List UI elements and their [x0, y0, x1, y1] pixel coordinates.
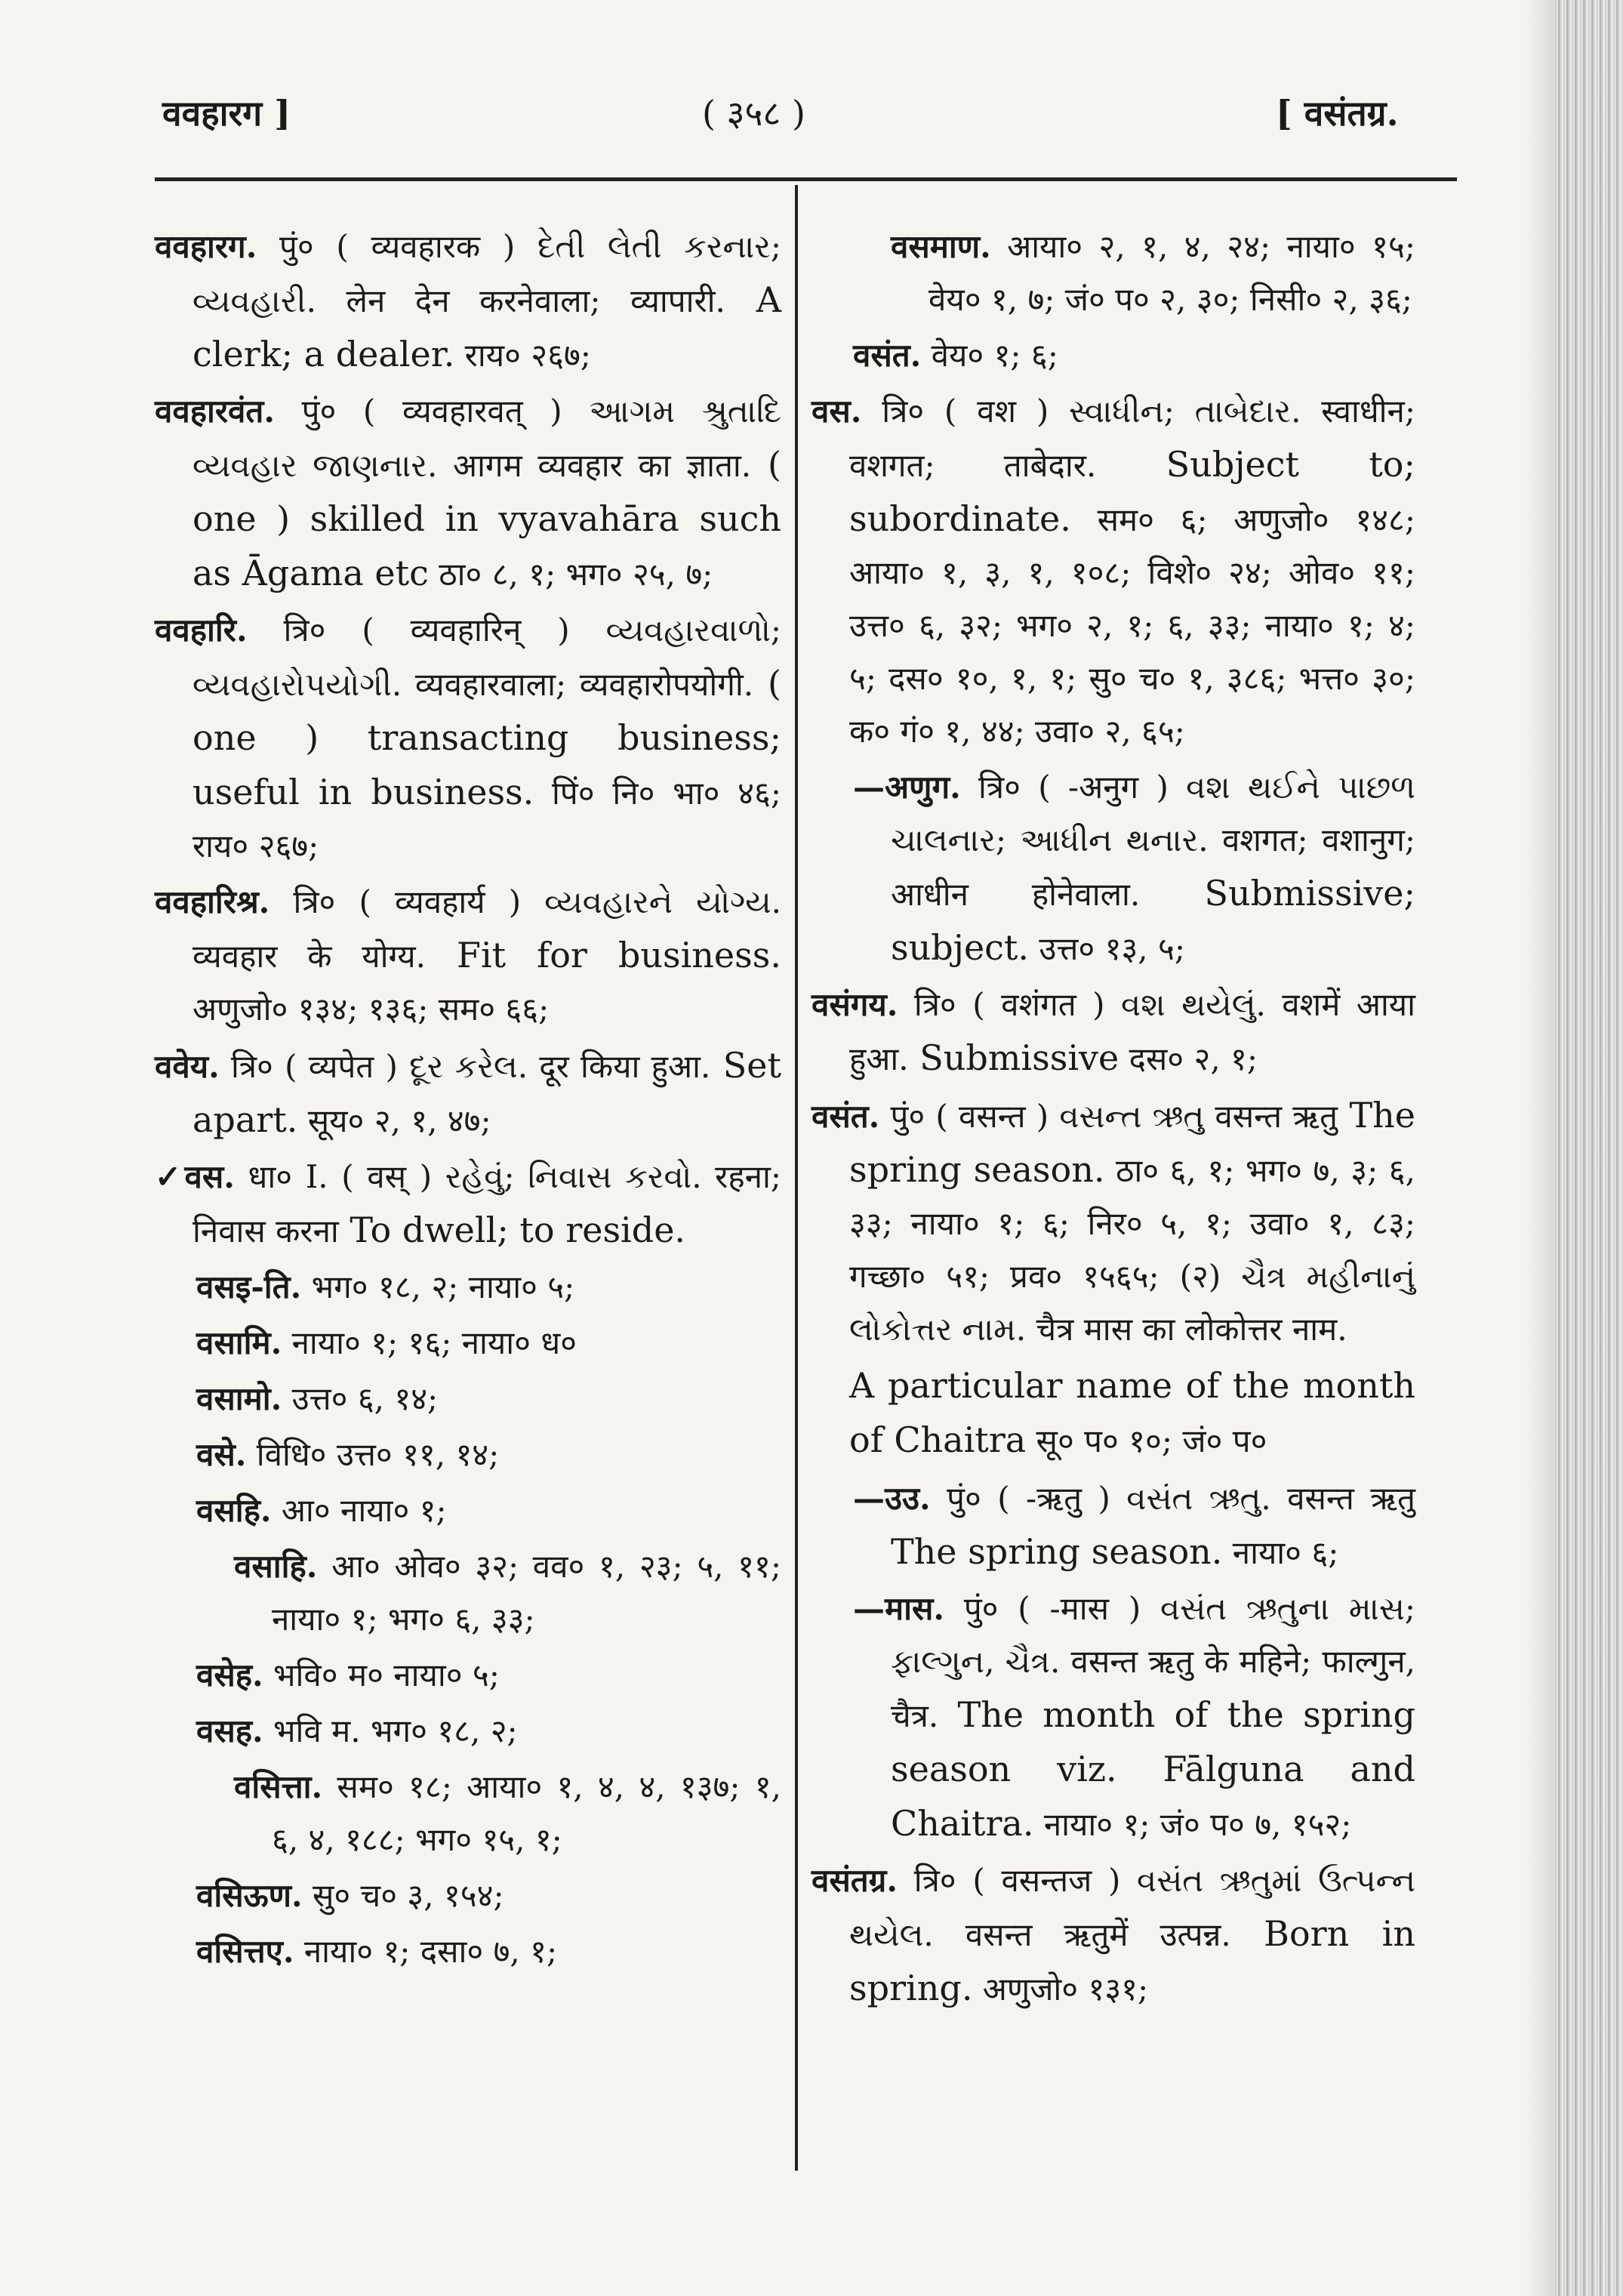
- headword: वसामि.: [196, 1324, 282, 1361]
- dictionary-entry: [155, 1151, 781, 1258]
- page-header: [0, 89, 1510, 149]
- headword: —उउ.: [853, 1480, 931, 1517]
- dictionary-entry: [812, 1359, 1415, 1468]
- english-gloss: Set apart.: [192, 1045, 781, 1140]
- definition: भवि० म० नाया० ५;: [263, 1657, 500, 1693]
- english-gloss: The spring season.: [849, 1095, 1416, 1190]
- dictionary-entry: [155, 1317, 781, 1370]
- headword: —मास.: [853, 1590, 945, 1627]
- headword: वसामो.: [196, 1380, 282, 1417]
- dictionary-entry: [155, 1649, 781, 1702]
- dictionary-entry: [812, 1089, 1415, 1356]
- headword: वसिऊण.: [196, 1877, 303, 1914]
- left-column: [155, 220, 781, 1981]
- definition: धा० I. ( वस् ) રહેવું; નિવાસ કરવો. रहना; निवास करना: [192, 1158, 782, 1250]
- definition: पुं० ( व्यवहारवत् ) આગમ શ્રુતાદિ વ્યવહાર જાણનાર. आगम व्यवहार का ज्ञाता.: [192, 393, 781, 484]
- headword: वसंगय.: [812, 986, 898, 1023]
- citation-refs: अणुजो० १३१;: [972, 1971, 1149, 2008]
- english-gloss: Submissive; subject.: [891, 873, 1416, 968]
- headword: वसमाण.: [891, 228, 991, 265]
- english-gloss: Submissive: [908, 1037, 1119, 1078]
- english-gloss: Born in spring.: [849, 1913, 1415, 2008]
- dictionary-entry: [812, 1471, 1415, 1579]
- citation-refs: उत्त० १३, ५;: [1029, 930, 1185, 967]
- definition: त्रि० ( वश ) સ્વાધીન; તાબેદાર. स्वाधीन; वशगत; ताबेदार.: [849, 393, 1415, 484]
- definition: सम० १८; आया० १, ४, ४, १३७; १, ६, ४, १८८; भग० १५, १;: [272, 1768, 781, 1858]
- headword: ववहारि.: [155, 612, 248, 649]
- citation-refs: सम० ६; अणुजो० १४८; आया० १, ३, १, १०८; विशे० २४; ओव० ११; उत्त० ६, ३२; भग० २, १; ६, ३३; नाया० १; ४; ५; दस० १०, १, १; सु० च० १, ३८६; भत्त० ३०; क० गं० १, ४४; उवा० २, ६५;: [849, 501, 1415, 750]
- headword: ववहारग.: [155, 228, 257, 265]
- headword: वसित्तए.: [196, 1933, 294, 1970]
- column-divider: [795, 185, 798, 2171]
- english-gloss: ( one ) transacting business; useful in business.: [192, 663, 781, 812]
- definition: भग० १८, २; नाया० ५;: [301, 1268, 575, 1305]
- dictionary-entry: [812, 1854, 1415, 2016]
- page-binding-edge: [1555, 0, 1623, 2296]
- dictionary-entry: [155, 876, 781, 1036]
- citation-refs: नाया० १; जं० प० ७, १५२;: [1033, 1806, 1352, 1843]
- definition: भवि म. भग० १८, २;: [263, 1712, 518, 1749]
- headword: वसइ-ति.: [196, 1268, 302, 1305]
- headword: वसंत.: [812, 1098, 880, 1135]
- definition: त्रि० ( व्यपेत ) દૂર કરેલ. दूर किया हुआ.: [219, 1048, 711, 1085]
- dictionary-entry: [155, 1484, 781, 1537]
- dictionary-entry: [155, 1039, 781, 1148]
- citation-refs: ठा० ८, १; भग० २५, ७;: [428, 556, 713, 593]
- dictionary-entry: [812, 220, 1415, 326]
- dictionary-entry: [155, 1540, 781, 1646]
- definition: त्रि० ( व्यवहारिन् ) વ્યવહારવાળો; વ્યવહારોપયોગી. व्यवहारवाला; व्यवहारोपयोगी.: [192, 612, 781, 703]
- header-rule: [155, 177, 1457, 181]
- dictionary-entry: [155, 1761, 781, 1866]
- dictionary-entry: [812, 385, 1415, 758]
- dictionary-entry: [812, 978, 1415, 1086]
- citation-refs: सूय० २, १, ४७;: [297, 1102, 491, 1139]
- definition: पुं० ( व्यवहारक ) દેતી લેતી કરનાર; વ્યવહારી. लेन देन करनेवाला; व्यापारी.: [192, 228, 781, 319]
- headword: वस.: [812, 393, 862, 430]
- citation-refs: नाया० ६;: [1222, 1534, 1339, 1571]
- dictionary-entry: [155, 1869, 781, 1922]
- definition: आ० नाया० १;: [271, 1492, 447, 1529]
- page-edge-shadow: [1525, 0, 1555, 2296]
- definition: उत्त० ६, १४;: [282, 1380, 439, 1417]
- dictionary-entry: [155, 604, 781, 873]
- citation-refs: अणुजो० १३४; १३६; सम० ६६;: [192, 991, 550, 1028]
- definition: पुं० ( -ऋतु ) વસંત ઋતુ. वसन्त ऋतु: [930, 1480, 1415, 1517]
- dictionary-entry: [155, 1925, 781, 1978]
- headword: ववहारिश्र.: [155, 883, 270, 920]
- english-gloss: A clerk; a dealer.: [192, 279, 781, 374]
- citation-refs: राय० २६७;: [454, 337, 591, 374]
- dictionary-entry: [155, 1428, 781, 1481]
- headword: वसंतग्र.: [812, 1862, 898, 1899]
- right-column: [812, 220, 1415, 2019]
- definition: नाया० १; १६; नाया० ध०: [282, 1324, 577, 1361]
- definition: विधि० उत्त० ११, १४;: [246, 1436, 500, 1473]
- header-left-guideword: ववहारग ]: [162, 93, 291, 134]
- english-gloss: To dwell; to reside.: [338, 1210, 686, 1250]
- headword: ववहारवंत.: [155, 393, 275, 430]
- headword: ववेय.: [155, 1048, 220, 1085]
- header-right-guideword: [ वसंतग्र.: [1276, 93, 1399, 134]
- headword: —अणुग.: [853, 769, 961, 806]
- dictionary-entry: [812, 761, 1415, 975]
- citation-refs: ठा० ६, १; भग० ७, ३; ६, ३३; नाया० १; ६; निर० ५, १; उवा० १, ८३; गच्छा० ५१; प्रव० १५६५; (२) ચૈત્ર મહીનાનું લોકોત્તર નામ. चैत्र मास का लोकोत्तर नाम.: [849, 1152, 1415, 1348]
- page-number: ( ३५८ ): [702, 93, 805, 134]
- citation-refs: दस० २, १;: [1119, 1040, 1258, 1077]
- headword: वसे.: [196, 1436, 247, 1473]
- headword: वसित्ता.: [234, 1768, 323, 1805]
- english-gloss: Subject to; subordinate.: [849, 444, 1415, 539]
- citation-refs: पिं० नि० भा० ४६; राय० २६७;: [192, 775, 781, 864]
- dictionary-entry: [812, 329, 1415, 382]
- definition: पुं० ( -मास ) વસંત ઋતુના માસ; ફાલ્ગુન, ચૈત્ર. वसन्त ऋतु के महिने; फाल्गुन, चैत्र.: [891, 1590, 1415, 1734]
- definition: नाया० १; दसा० ७, १;: [294, 1933, 558, 1970]
- dictionary-entry: [155, 385, 781, 601]
- dictionary-entry: [155, 1705, 781, 1758]
- citation-refs: सू० प० १०; जं० प०: [1026, 1422, 1267, 1459]
- headword: वसंत.: [853, 337, 922, 374]
- definition: सु० च० ३, १५४;: [302, 1877, 504, 1914]
- headword: वसहि.: [196, 1492, 272, 1529]
- english-gloss: Fit for business.: [425, 935, 781, 975]
- headword: वसाहि.: [234, 1548, 318, 1585]
- definition: त्रि० ( वसन्तज ) વસંત ઋતુમાં ઉત્પન્ન થયેલ. वसन्त ऋतुमें उत्पन्न.: [849, 1862, 1415, 1953]
- definition: वेय० १; ६;: [921, 337, 1058, 374]
- definition: आ० ओव० ३२; वव० १, २३; ५, ११; नाया० १; भग० ६, ३३;: [272, 1548, 781, 1638]
- definition: त्रि० ( -अनुग ) વશ થઈને પાછળ ચાલનાર; આધીન થનાર. वशगत; वशानुग; आधीन होनेवाला.: [891, 769, 1415, 913]
- english-gloss: ( one ) skilled in vyavahāra such as Āgama etc: [192, 444, 781, 593]
- definition: त्रि० ( व्यवहार्य ) વ્યવહારને યોગ્ય. व्यवहार के योग्य.: [192, 883, 781, 975]
- headword: ✓वस.: [155, 1158, 235, 1195]
- definition: पुं० ( वसन्त ) વસન્ત ઋતુ वसन्त ऋतु: [879, 1098, 1338, 1135]
- english-gloss: The spring season.: [891, 1531, 1223, 1572]
- dictionary-entry: [155, 1261, 781, 1314]
- definition: त्रि० ( वशंगत ) વશ થયેલું. वशमें आया हुआ.: [849, 986, 1415, 1077]
- dictionary-entry: [812, 1583, 1415, 1851]
- english-gloss: A particular name of the month of Chaitra: [849, 1365, 1415, 1460]
- dictionary-entry: [155, 1373, 781, 1425]
- headword: वसह.: [196, 1712, 263, 1749]
- definition: आया० २, १, ४, २४; नाया० १५; वेय० १, ७; जं० प० २, ३०; निसी० २, ३६;: [929, 228, 1415, 318]
- headword: वसेह.: [196, 1657, 263, 1693]
- english-gloss: The month of the spring season viz. Fālguna and Chaitra.: [891, 1694, 1415, 1844]
- dictionary-entry: [155, 220, 781, 382]
